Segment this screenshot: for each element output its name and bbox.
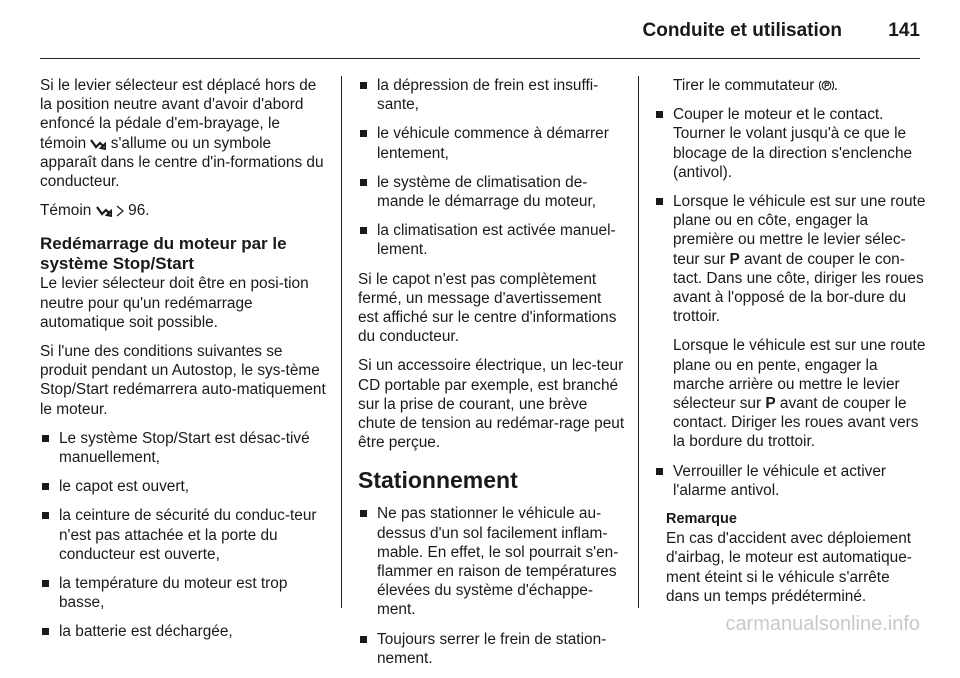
list-item: Ne pas stationner le véhicule au-dessus d'un sol facilement inflam-mable. En effet, le sol pourrait s'en-flammer en raison de températures élevées du système d'échappe-ment. — [358, 504, 626, 619]
pull-switch-line: Tirer le commutateur . — [673, 77, 838, 94]
bullet-square-icon — [360, 130, 367, 137]
intro-paragraph: Si le levier sélecteur est déplacé hors de la position neutre avant d'avoir d'abord enfoncé la pédale d'em-brayage, le témoin s'allume ou un symbole apparaît dans le centre d'in-formations du conducteur. — [40, 77, 324, 191]
bullet-square-icon — [656, 198, 663, 205]
bullet-square-icon — [656, 468, 663, 475]
list-item: la dépression de frein est insuffi-sante, — [358, 76, 626, 114]
list-item-continuation: Lorsque le véhicule est sur une route plane ou en pente, engager la marche arrière ou mettre le levier sélecteur sur P avant de couper le contact. Diriger les roues avant vers la bordure du trottoir. — [673, 337, 926, 451]
bullet-square-icon — [42, 628, 49, 635]
watermark: carmanualsonline.info — [725, 613, 920, 635]
list-item: la batterie est déchargée, — [40, 622, 330, 641]
list-item: la température du moteur est trop basse, — [40, 574, 330, 612]
list-item: Verrouiller le véhicule et activer l'alarme antivol. — [654, 462, 926, 500]
column-1 — [40, 76, 330, 652]
bullet-square-icon — [360, 510, 367, 517]
column-divider-1 — [341, 76, 342, 608]
bullet-square-icon — [360, 179, 367, 186]
page-header — [0, 0, 960, 60]
parking-brake-icon — [819, 79, 834, 92]
hood-paragraph: Si le capot n'est pas complètement fermé, un message d'avertissement est affiché sur le centre d'informations du conducteur. — [358, 270, 617, 346]
list-item: Couper le moteur et le contact. Tourner le volant jusqu'à ce que le blocage de la direction s'enclenche (antivol). — [654, 105, 926, 182]
restart-paragraph-2: Si l'une des conditions suivantes se produit pendant un Autostop, le sys-tème Stop/Start redémarrera auto-matiquement le moteur. — [40, 343, 326, 418]
column-2 — [358, 76, 626, 678]
bullet-square-icon — [42, 580, 49, 587]
list-item: Lorsque le véhicule est sur une route plane ou en côte, engager la première ou mettre le levier sélec-teur sur P avant de couper le con-tact. Dans une côte, diriger les roues avant à l'opposé de la bor-dure du trottoir. — [654, 192, 926, 326]
page-number: 141 — [888, 20, 920, 41]
note-text: En cas d'accident avec déploiement d'airbag, le moteur est automatique-ment éteint si le véhicule s'arrête dans un temps prédéterminé. — [666, 530, 912, 605]
list-item: le capot est ouvert, — [40, 477, 330, 496]
column-3 — [654, 76, 926, 616]
list-item: le véhicule commence à démarrer lentement, — [358, 124, 626, 162]
list-item: Le système Stop/Start est désac-tivé manuellement, — [40, 429, 330, 467]
list-item: Toujours serrer le frein de station-nement. — [358, 630, 626, 668]
note-title: Remarque — [666, 511, 737, 528]
section-heading-parking: Stationnement — [358, 467, 518, 494]
bullet-square-icon — [360, 82, 367, 89]
bullet-square-icon — [656, 111, 663, 118]
shift-arrow-icon — [90, 138, 106, 150]
note-box — [654, 510, 926, 606]
page-ref-icon — [116, 205, 124, 217]
list-item: le système de climatisation de-mande le démarrage du moteur, — [358, 173, 626, 211]
list-item: la climatisation est activée manuel-lement. — [358, 221, 626, 259]
accessory-paragraph: Si un accessoire électrique, un lec-teur CD portable par exemple, est branché sur la prise de courant, une brève chute de tension au redémar-rage peut être perçue. — [358, 357, 625, 452]
bullet-square-icon — [42, 512, 49, 519]
bullet-square-icon — [360, 227, 367, 234]
shift-arrow-icon — [96, 205, 112, 217]
column-divider-2 — [638, 76, 639, 608]
section-heading-restart: Redémarrage du moteur par le système Stop/Start — [40, 234, 287, 274]
list-item: la ceinture de sécurité du conduc-teur n'est pas attachée et la porte du conducteur est ouverte, — [40, 506, 330, 564]
restart-paragraph-1: Le levier sélecteur doit être en posi-tion neutre pour qu'un redémarrage automatique soit possible. — [40, 275, 309, 331]
indicator-reference: Témoin 96. — [40, 202, 150, 220]
page-title: Conduite et utilisation — [642, 20, 842, 41]
header-divider — [40, 58, 920, 59]
bullet-square-icon — [42, 435, 49, 442]
bullet-square-icon — [42, 483, 49, 490]
